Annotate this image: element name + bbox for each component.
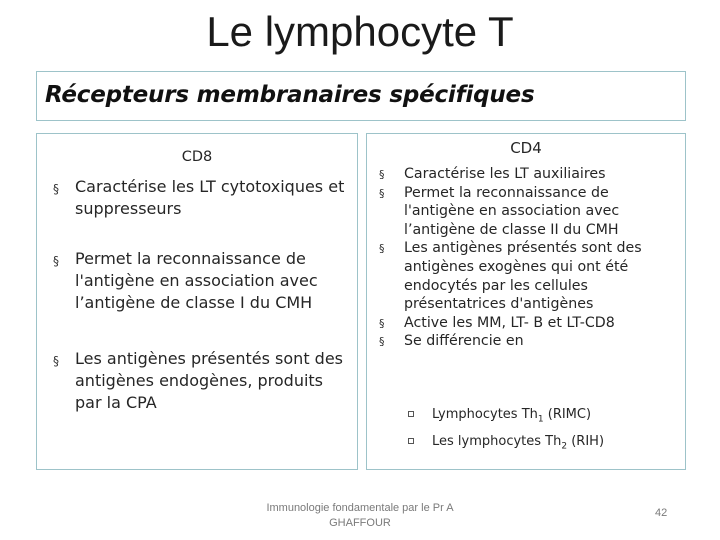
cd4-heading: CD4 xyxy=(510,139,542,157)
bullet-text: Caractérise les LT auxiliaires xyxy=(404,166,606,182)
sub-bullet-text: Les lymphocytes $Th_2$ (RIH) xyxy=(432,433,605,452)
list-item xyxy=(375,314,681,333)
bullet-text: Caractérise les LT cytotoxiques et suppresseurs xyxy=(75,177,345,218)
list-item xyxy=(375,332,681,351)
square-bullet-icon xyxy=(408,438,414,444)
cd8-bullet-list xyxy=(47,176,347,414)
square-bullet-icon xyxy=(408,411,414,417)
page-number: 42 xyxy=(655,507,668,519)
slide-title: Le lymphocyte T xyxy=(206,8,514,55)
slide-footer xyxy=(250,501,470,531)
list-item xyxy=(47,248,347,314)
bullet-icon: § xyxy=(379,335,385,349)
bullet-icon: § xyxy=(379,186,385,200)
bullet-icon: § xyxy=(53,254,59,268)
bullet-icon: § xyxy=(379,168,385,181)
cd4-bullet-list xyxy=(375,165,681,351)
cd8-panel xyxy=(36,133,358,470)
bullet-text: Permet la reconnaissance de l'antigène en association avec l’antigène de classe I du CMH xyxy=(75,249,318,312)
cd8-heading: CD8 xyxy=(181,149,213,165)
sub-bullet-text: Lymphocytes $Th_1$ (RIMC) xyxy=(432,407,592,425)
bullet-icon: § xyxy=(53,182,59,196)
list-item xyxy=(375,165,681,184)
subtitle-box xyxy=(36,71,686,121)
bullet-text: Se différencie en xyxy=(404,333,524,350)
cd4-sub-list xyxy=(405,404,675,457)
bullet-text: Active les MM, LT- B et LT-CD8 xyxy=(404,314,615,331)
list-item xyxy=(375,184,681,240)
bullet-icon: § xyxy=(53,354,59,368)
footer-line: GHAFFOUR xyxy=(329,517,391,529)
bullet-text: Les antigènes présentés sont des antigènes endogènes, produits par la CPA xyxy=(75,349,344,412)
list-item xyxy=(47,348,347,414)
bullet-icon: § xyxy=(379,242,385,256)
list-item xyxy=(47,176,347,220)
list-item xyxy=(375,239,681,313)
bullet-icon: § xyxy=(379,316,385,330)
list-item xyxy=(405,404,675,431)
footer-line: Immunologie fondamentale par le Pr A xyxy=(266,502,454,514)
bullet-text: Les antigènes présentés sont des antigènes exogènes qui ont été endocytés par les cellules présentatrices d'antigènes xyxy=(404,240,642,313)
cd4-panel xyxy=(366,133,686,470)
slide-subtitle: Récepteurs membranaires spécifiques xyxy=(45,82,535,108)
list-item xyxy=(405,431,675,458)
bullet-text: Permet la reconnaissance de l'antigène en association avec l’antigène de classe II du CMH xyxy=(404,184,620,238)
